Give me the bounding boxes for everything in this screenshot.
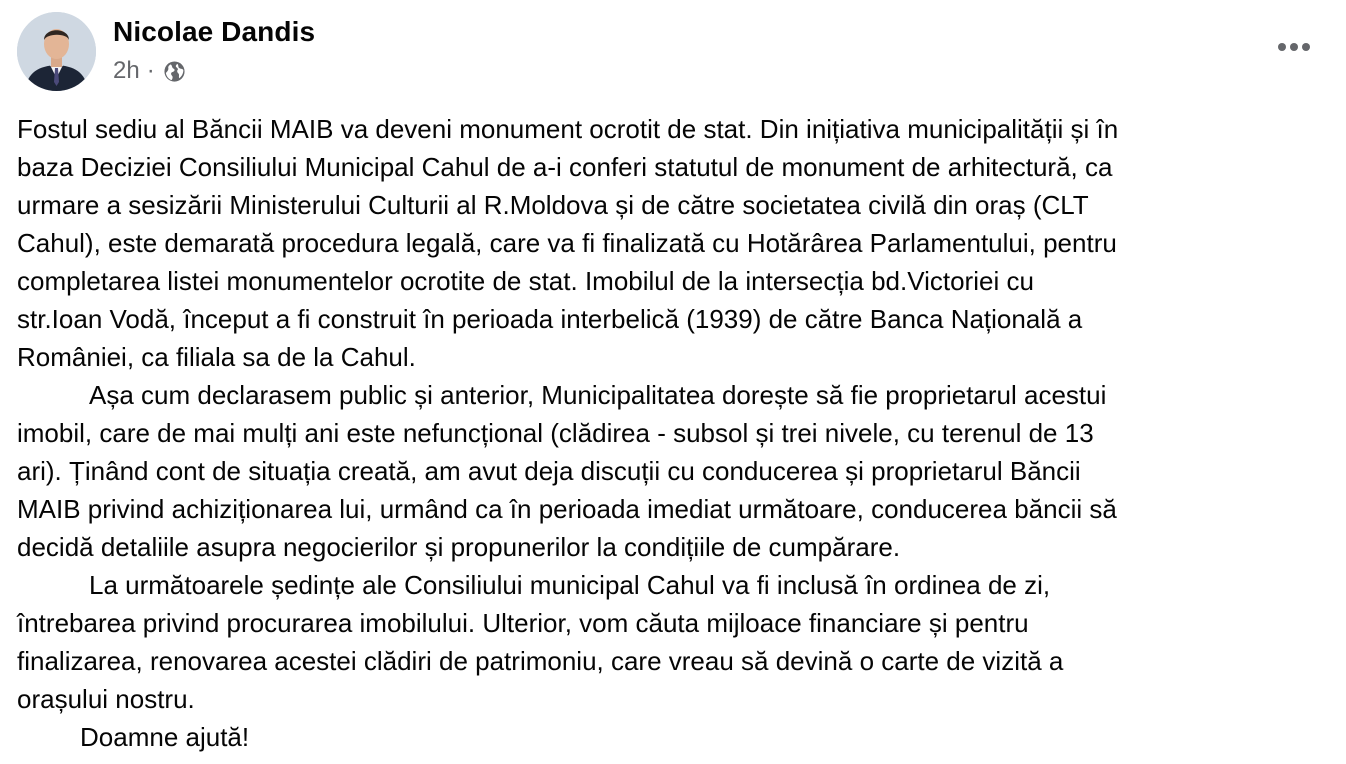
post-text-line: completarea listei monumentelor ocrotite de stat. Imobilul de la intersecția bd.Victoriei cu: [17, 266, 1034, 296]
more-dots-icon: [1290, 43, 1298, 51]
post-text-line: Cahul), este demarată procedura legală, care va fi finalizată cu Hotărârea Parlamentului, pentru: [17, 228, 1117, 258]
post-text-line: finalizarea, renovarea acestei clădiri de patrimoniu, care vreau să devină o carte de vizită a: [17, 646, 1064, 676]
post-text-line: urmare a sesizării Ministerului Culturii al R.Moldova și de către societatea civilă din oraș (CLT: [17, 190, 1089, 220]
post-text-line: ari). Ținând cont de situația creată, am avut deja discuții cu conducerea și proprietarul Băncii: [17, 456, 1081, 486]
post-text-line: României, ca filiala sa de la Cahul.: [17, 342, 416, 372]
post-closing-line: Doamne ajută!: [80, 722, 250, 752]
post-header: [17, 12, 1346, 92]
post-text-line: MAIB privind achiziționarea lui, urmând ca în perioada imediat următoare, conducerea băncii să: [17, 494, 1117, 524]
avatar-image: [17, 12, 96, 91]
post-text-line: întrebarea privind procurarea imobilului. Ulterior, vom căuta mijloace financiare și pentru: [17, 608, 1029, 638]
more-options-button[interactable]: [1269, 32, 1319, 62]
post-text-line: Fostul sediu al Băncii MAIB va deveni monument ocrotit de stat. Din inițiativa municipalității și în: [17, 114, 1119, 144]
globe-icon[interactable]: [163, 60, 186, 83]
author-name[interactable]: Nicolae Dandis: [113, 16, 316, 47]
post-text-line: baza Deciziei Consiliului Municipal Cahul de a-i conferi statutul de monument de arhitectură, ca: [17, 152, 1113, 182]
meta-separator: ·: [146, 57, 155, 84]
post-text-line: La următoarele ședințe ale Consiliului municipal Cahul va fi inclusă în ordinea de zi,: [89, 570, 1051, 600]
author-avatar[interactable]: [17, 12, 96, 91]
more-dots-icon: [1302, 43, 1310, 51]
post-text-line: orașului nostru.: [17, 684, 195, 714]
post-body: [17, 110, 1337, 756]
post-text-line: Așa cum declarasem public și anterior, Municipalitatea dorește să fie proprietarul acestui: [89, 380, 1107, 410]
post-text-line: str.Ioan Vodă, început a fi construit în perioada interbelică (1939) de către Banca Națională a: [17, 304, 1083, 334]
post-text-line: decidă detaliile asupra negocierilor și propunerilor la condițiile de cumpărare.: [17, 532, 901, 562]
more-dots-icon: [1278, 43, 1286, 51]
post-meta: [113, 57, 186, 85]
post-text-line: imobil, care de mai mulți ani este nefuncțional (clădirea - subsol și trei nivele, cu terenul de 13: [17, 418, 1094, 448]
post-timestamp[interactable]: 2h: [113, 57, 140, 84]
